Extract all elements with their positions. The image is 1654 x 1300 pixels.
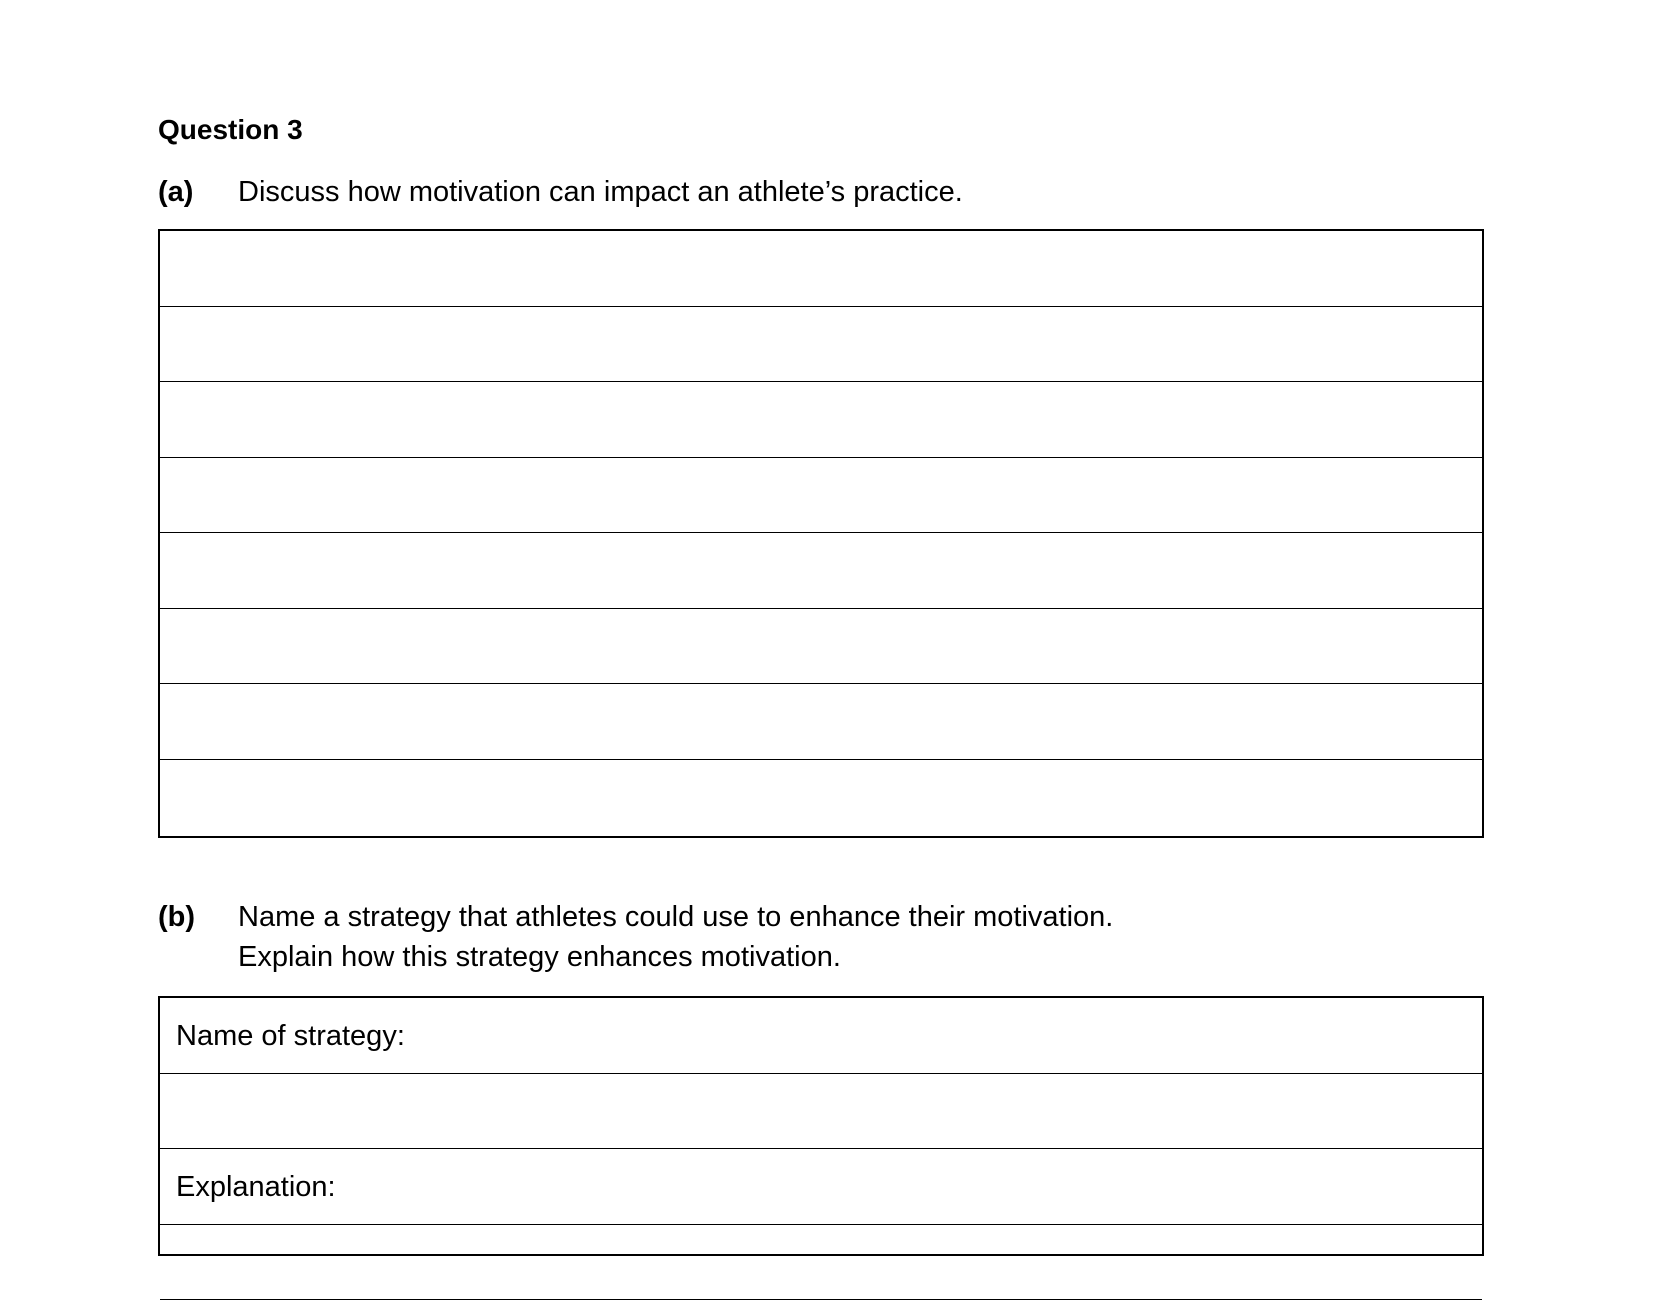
question-heading: Question 3 [158,116,303,144]
answer-line[interactable] [160,684,1482,760]
strategy-name-row[interactable] [160,998,1482,1074]
answer-line[interactable] [160,231,1482,307]
answer-line[interactable] [160,382,1482,458]
answer-line[interactable] [160,533,1482,609]
part-a-text: Discuss how motivation can impact an athlete’s practice. [238,172,963,212]
answer-line[interactable] [160,1074,1482,1150]
answer-line[interactable] [160,307,1482,383]
explanation-label: Explanation: [176,1167,336,1207]
part-b-answer-box [158,996,1484,1256]
answer-line[interactable] [160,609,1482,685]
part-a-label: (a) [158,172,193,212]
answer-line[interactable] [160,458,1482,534]
strategy-name-label: Name of strategy: [176,1016,405,1056]
part-b-text-line2: Explain how this strategy enhances motivation. [238,937,841,977]
part-a-answer-box [158,229,1484,838]
part-b-text-line1: Name a strategy that athletes could use to enhance their motivation. [238,897,1113,937]
answer-line[interactable] [160,760,1482,836]
part-b-label: (b) [158,897,195,937]
explanation-row[interactable] [160,1149,1482,1225]
